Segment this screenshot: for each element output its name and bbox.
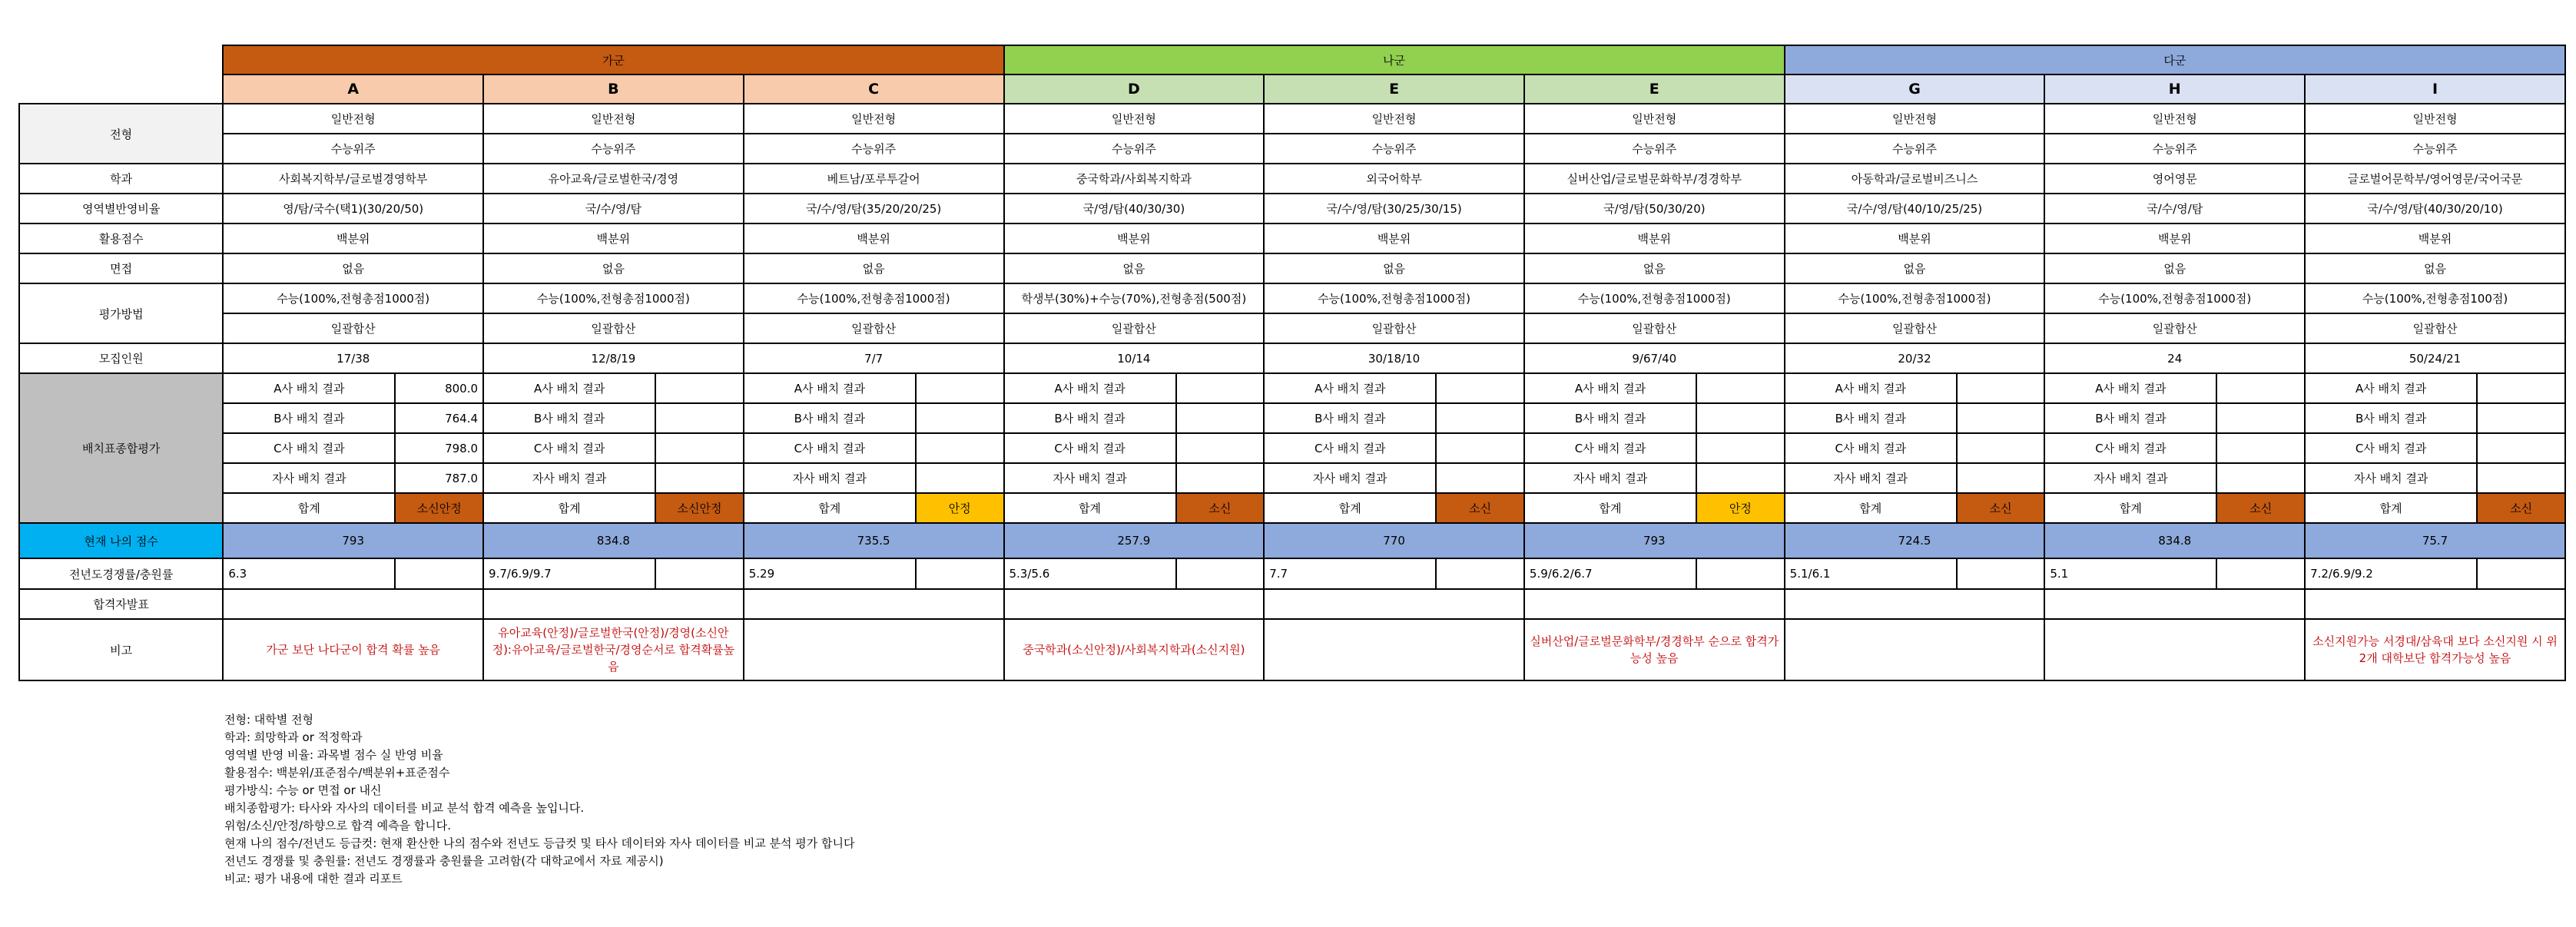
memo-cell: 중국학과(소신안정)/사회복지학과(소신지원) — [1004, 619, 1265, 680]
cell-jeonhyeong: 일반전형 — [1524, 104, 1785, 134]
placement-value — [916, 433, 1004, 463]
row-label-memo: 비고 — [19, 619, 223, 680]
placement-value — [1696, 403, 1785, 433]
cell-hakgwa: 글로벌어문학부/영어영문/국어국문 — [2305, 164, 2565, 194]
placement-value — [655, 373, 744, 403]
cell-hakgwa: 외국어학부 — [1264, 164, 1524, 194]
column-header: E — [1264, 74, 1524, 104]
placement-label: A사 배치 결과 — [483, 373, 655, 403]
competition-value: 7.2/6.9/9.2 — [2305, 558, 2477, 589]
placement-value — [1176, 403, 1265, 433]
placement-label: B사 배치 결과 — [2044, 403, 2216, 433]
memo-cell: 가군 보단 나다군이 합격 확률 높음 — [223, 619, 483, 680]
corner-blank — [19, 74, 223, 104]
competition-blank — [655, 558, 744, 589]
competition-blank — [395, 558, 483, 589]
cell-jeonhyeong: 일반전형 — [1264, 104, 1524, 134]
group-header: 가군 — [223, 45, 1003, 74]
cell-jeonhyeong: 일반전형 — [1785, 104, 2045, 134]
placement-value — [1176, 463, 1265, 493]
verdict-badge: 소신 — [2216, 493, 2305, 523]
total-label: 합계 — [1785, 493, 1957, 523]
memo-cell — [1264, 619, 1524, 680]
cell-interview: 없음 — [1524, 253, 1785, 283]
placement-value: 764.4 — [395, 403, 483, 433]
cell-jeonhyeong: 일반전형 — [744, 104, 1004, 134]
cell-jeonhyeong-type: 수능위주 — [1524, 134, 1785, 164]
cell-method: 수능(100%,전형총점100점) — [2305, 283, 2565, 313]
cell-interview: 없음 — [744, 253, 1004, 283]
cell-quota: 20/32 — [1785, 343, 2045, 373]
placement-value: 800.0 — [395, 373, 483, 403]
cell-score_use: 백분위 — [1004, 223, 1265, 253]
placement-label: C사 배치 결과 — [483, 433, 655, 463]
placement-label: 자사 배치 결과 — [1264, 463, 1436, 493]
cell-hakgwa: 중국학과/사회복지학과 — [1004, 164, 1265, 194]
cell-score_use: 백분위 — [1785, 223, 2045, 253]
cell-ratio: 국/수/영/탐(40/30/20/10) — [2305, 194, 2565, 223]
placement-label: A사 배치 결과 — [744, 373, 916, 403]
cell-jeonhyeong-type: 수능위주 — [1004, 134, 1265, 164]
corner-blank — [19, 45, 223, 74]
competition-blank — [1957, 558, 2045, 589]
total-label: 합계 — [2305, 493, 2477, 523]
cell-interview: 없음 — [2305, 253, 2565, 283]
cell-method-sum: 일괄합산 — [1004, 313, 1265, 343]
verdict-badge: 안정 — [916, 493, 1004, 523]
placement-value — [2477, 433, 2565, 463]
column-header: G — [1785, 74, 2045, 104]
placement-label: 자사 배치 결과 — [1004, 463, 1176, 493]
placement-value — [2477, 373, 2565, 403]
placement-value: 798.0 — [395, 433, 483, 463]
placement-value: 787.0 — [395, 463, 483, 493]
cell-interview: 없음 — [2044, 253, 2305, 283]
placement-label: 자사 배치 결과 — [1785, 463, 1957, 493]
cell-jeonhyeong-type: 수능위주 — [1264, 134, 1524, 164]
placement-value — [2477, 403, 2565, 433]
cell-quota: 9/67/40 — [1524, 343, 1785, 373]
note-line: 학과: 희망학과 or 적정학과 — [224, 730, 363, 744]
total-label: 합계 — [2044, 493, 2216, 523]
group-header: 다군 — [1785, 45, 2565, 74]
cell-quota: 50/24/21 — [2305, 343, 2565, 373]
cell-method-sum: 일괄합산 — [2044, 313, 2305, 343]
verdict-badge: 소신 — [1176, 493, 1265, 523]
note-line: 배치종합평가: 타사와 자사의 데이터를 비교 분석 합격 예측을 높입니다. — [224, 801, 585, 815]
cell-interview: 없음 — [1785, 253, 2045, 283]
note-line: 전형: 대학별 전형 — [224, 713, 314, 727]
announce-cell — [2044, 589, 2305, 619]
placement-label: 자사 배치 결과 — [2044, 463, 2216, 493]
placement-value — [1696, 433, 1785, 463]
placement-label: 자사 배치 결과 — [1524, 463, 1696, 493]
placement-label: A사 배치 결과 — [1264, 373, 1436, 403]
placement-label: 자사 배치 결과 — [744, 463, 916, 493]
placement-value — [916, 463, 1004, 493]
announce-cell — [1785, 589, 2045, 619]
verdict-badge: 소신안정 — [655, 493, 744, 523]
cell-method: 학생부(30%)+수능(70%),전형총점(500점) — [1004, 283, 1265, 313]
announce-cell — [223, 589, 483, 619]
cell-quota: 7/7 — [744, 343, 1004, 373]
placement-value — [2216, 403, 2305, 433]
total-label: 합계 — [1264, 493, 1436, 523]
current-score: 834.8 — [483, 523, 744, 558]
placement-label: C사 배치 결과 — [223, 433, 395, 463]
memo-cell: 실버산업/글로벌문화학부/경경학부 순으로 합격가능성 높음 — [1524, 619, 1785, 680]
placement-label: B사 배치 결과 — [1785, 403, 1957, 433]
placement-label: A사 배치 결과 — [2044, 373, 2216, 403]
cell-quota: 30/18/10 — [1264, 343, 1524, 373]
cell-ratio: 국/수/영/탐(40/10/25/25) — [1785, 194, 2045, 223]
cell-quota: 24 — [2044, 343, 2305, 373]
competition-value: 5.9/6.2/6.7 — [1524, 558, 1696, 589]
memo-cell — [2044, 619, 2305, 680]
placement-value — [2477, 463, 2565, 493]
row-label-interview: 면접 — [19, 253, 223, 283]
placement-label: C사 배치 결과 — [744, 433, 916, 463]
placement-value — [655, 403, 744, 433]
cell-method-sum: 일괄합산 — [1785, 313, 2045, 343]
cell-score_use: 백분위 — [2305, 223, 2565, 253]
cell-jeonhyeong: 일반전형 — [2044, 104, 2305, 134]
competition-blank — [916, 558, 1004, 589]
current-score: 75.7 — [2305, 523, 2565, 558]
competition-value: 7.7 — [1264, 558, 1436, 589]
cell-quota: 17/38 — [223, 343, 483, 373]
cell-jeonhyeong: 일반전형 — [1004, 104, 1265, 134]
current-score: 793 — [1524, 523, 1785, 558]
cell-jeonhyeong-type: 수능위주 — [744, 134, 1004, 164]
placement-value — [1957, 403, 2045, 433]
announce-cell — [1524, 589, 1785, 619]
placement-value — [1957, 463, 2045, 493]
current-score: 735.5 — [744, 523, 1004, 558]
placement-value — [916, 373, 1004, 403]
note-line: 위험/소신/안정/하향으로 합격 예측을 합니다. — [224, 819, 452, 833]
placement-label: B사 배치 결과 — [223, 403, 395, 433]
row-label-current: 현재 나의 점수 — [19, 523, 223, 558]
placement-label: C사 배치 결과 — [1785, 433, 1957, 463]
cell-score_use: 백분위 — [1524, 223, 1785, 253]
cell-ratio: 국/영/탐(50/30/20) — [1524, 194, 1785, 223]
placement-label: A사 배치 결과 — [223, 373, 395, 403]
placement-value — [2216, 463, 2305, 493]
cell-method-sum: 일괄합산 — [744, 313, 1004, 343]
cell-jeonhyeong: 일반전형 — [483, 104, 744, 134]
cell-hakgwa: 사회복지학부/글로벌경영학부 — [223, 164, 483, 194]
placement-label: A사 배치 결과 — [1785, 373, 1957, 403]
cell-method-sum: 일괄합산 — [1264, 313, 1524, 343]
column-header: B — [483, 74, 744, 104]
cell-score_use: 백분위 — [744, 223, 1004, 253]
cell-method: 수능(100%,전형총점1000점) — [1524, 283, 1785, 313]
competition-blank — [1176, 558, 1265, 589]
verdict-badge: 소신안정 — [395, 493, 483, 523]
competition-value: 6.3 — [223, 558, 395, 589]
placement-value — [916, 403, 1004, 433]
column-header: D — [1004, 74, 1265, 104]
cell-hakgwa: 베트남/포루투갈어 — [744, 164, 1004, 194]
cell-score_use: 백분위 — [1264, 223, 1524, 253]
cell-ratio: 국/영/탐(40/30/30) — [1004, 194, 1265, 223]
memo-cell: 유아교육(안정)/글로벌한국(안정)/경영(소신안정):유아교육/글로벌한국/경영순서로 합격확률높음 — [483, 619, 744, 680]
cell-quota: 12/8/19 — [483, 343, 744, 373]
announce-cell — [1004, 589, 1265, 619]
row-label-announce: 합격자발표 — [19, 589, 223, 619]
placement-label: C사 배치 결과 — [2305, 433, 2477, 463]
cell-method: 수능(100%,전형총점1000점) — [2044, 283, 2305, 313]
cell-method: 수능(100%,전형총점1000점) — [1785, 283, 2045, 313]
placement-value — [2216, 433, 2305, 463]
cell-jeonhyeong: 일반전형 — [2305, 104, 2565, 134]
announce-cell — [2305, 589, 2565, 619]
placement-value — [655, 433, 744, 463]
column-header: E — [1524, 74, 1785, 104]
placement-value — [1696, 463, 1785, 493]
cell-score_use: 백분위 — [483, 223, 744, 253]
placement-label: C사 배치 결과 — [1264, 433, 1436, 463]
row-label-quota: 모집인원 — [19, 343, 223, 373]
cell-jeonhyeong: 일반전형 — [223, 104, 483, 134]
cell-method: 수능(100%,전형총점1000점) — [483, 283, 744, 313]
total-label: 합계 — [483, 493, 655, 523]
note-line: 활용점수: 백분위/표준점수/백분위+표준점수 — [224, 766, 450, 780]
admission-strategy-table — [18, 45, 2566, 681]
placement-label: B사 배치 결과 — [1004, 403, 1176, 433]
placement-label: 자사 배치 결과 — [2305, 463, 2477, 493]
row-label-competition: 전년도경쟁률/충원률 — [19, 558, 223, 589]
note-line: 평가방식: 수능 or 면접 or 내신 — [224, 783, 382, 797]
row-label-ratio: 영역별반영비율 — [19, 194, 223, 223]
competition-value: 5.3/5.6 — [1004, 558, 1176, 589]
cell-method-sum: 일괄합산 — [223, 313, 483, 343]
row-label-score_use: 활용점수 — [19, 223, 223, 253]
cell-ratio: 영/탐/국수(택1)(30/20/50) — [223, 194, 483, 223]
cell-score_use: 백분위 — [2044, 223, 2305, 253]
competition-blank — [1436, 558, 1524, 589]
cell-method-sum: 일괄합산 — [2305, 313, 2565, 343]
row-label-hakgwa: 학과 — [19, 164, 223, 194]
placement-label: A사 배치 결과 — [2305, 373, 2477, 403]
cell-quota: 10/14 — [1004, 343, 1265, 373]
announce-cell — [1264, 589, 1524, 619]
total-label: 합계 — [1524, 493, 1696, 523]
total-label: 합계 — [1004, 493, 1176, 523]
cell-ratio: 국/수/영/탐 — [483, 194, 744, 223]
memo-cell — [744, 619, 1004, 680]
cell-hakgwa: 아동학과/글로벌비즈니스 — [1785, 164, 2045, 194]
cell-hakgwa: 실버산업/글로벌문화학부/경경학부 — [1524, 164, 1785, 194]
cell-jeonhyeong-type: 수능위주 — [1785, 134, 2045, 164]
cell-ratio: 국/수/영/탐(30/25/30/15) — [1264, 194, 1524, 223]
memo-cell — [1785, 619, 2045, 680]
placement-label: B사 배치 결과 — [1524, 403, 1696, 433]
verdict-badge: 소신 — [1957, 493, 2045, 523]
cell-method-sum: 일괄합산 — [1524, 313, 1785, 343]
placement-value — [1436, 463, 1524, 493]
note-line: 전년도 경쟁률 및 충원률: 전년도 경쟁률과 충원률을 고려함(각 대학교에서 자료 제공시) — [224, 854, 664, 868]
placement-label: B사 배치 결과 — [483, 403, 655, 433]
placement-value — [1696, 373, 1785, 403]
placement-label: B사 배치 결과 — [744, 403, 916, 433]
cell-hakgwa: 영어영문 — [2044, 164, 2305, 194]
cell-hakgwa: 유아교육/글로벌한국/경영 — [483, 164, 744, 194]
cell-interview: 없음 — [483, 253, 744, 283]
verdict-badge: 소신 — [1436, 493, 1524, 523]
cell-jeonhyeong-type: 수능위주 — [2044, 134, 2305, 164]
total-label: 합계 — [744, 493, 916, 523]
column-header: A — [223, 74, 483, 104]
verdict-badge: 안정 — [1696, 493, 1785, 523]
placement-label: 자사 배치 결과 — [483, 463, 655, 493]
current-score: 770 — [1264, 523, 1524, 558]
placement-value — [1436, 373, 1524, 403]
competition-blank — [2216, 558, 2305, 589]
cell-interview: 없음 — [1264, 253, 1524, 283]
placement-value — [2216, 373, 2305, 403]
current-score: 724.5 — [1785, 523, 2045, 558]
cell-method: 수능(100%,전형총점1000점) — [1264, 283, 1524, 313]
placement-value — [1176, 433, 1265, 463]
placement-label: B사 배치 결과 — [1264, 403, 1436, 433]
competition-value: 5.29 — [744, 558, 916, 589]
cell-score_use: 백분위 — [223, 223, 483, 253]
row-label-method: 평가방법 — [19, 283, 223, 343]
cell-jeonhyeong-type: 수능위주 — [483, 134, 744, 164]
current-score: 834.8 — [2044, 523, 2305, 558]
cell-interview: 없음 — [223, 253, 483, 283]
placement-value — [1957, 433, 2045, 463]
competition-blank — [1696, 558, 1785, 589]
placement-label: A사 배치 결과 — [1004, 373, 1176, 403]
placement-value — [655, 463, 744, 493]
placement-label: 자사 배치 결과 — [223, 463, 395, 493]
column-header: I — [2305, 74, 2565, 104]
verdict-badge: 소신 — [2477, 493, 2565, 523]
cell-jeonhyeong-type: 수능위주 — [223, 134, 483, 164]
notes-legend — [224, 711, 854, 888]
announce-cell — [483, 589, 744, 619]
placement-label: C사 배치 결과 — [2044, 433, 2216, 463]
competition-value: 9.7/6.9/9.7 — [483, 558, 655, 589]
announce-cell — [744, 589, 1004, 619]
placement-label: C사 배치 결과 — [1524, 433, 1696, 463]
competition-blank — [2477, 558, 2565, 589]
row-label-placement: 배치표종합평가 — [19, 373, 223, 523]
note-line: 비교: 평가 내용에 대한 결과 리포트 — [224, 872, 403, 886]
cell-jeonhyeong-type: 수능위주 — [2305, 134, 2565, 164]
note-line: 영역별 반영 비율: 과목별 점수 실 반영 비율 — [224, 748, 443, 762]
row-label-jeonhyeong: 전형 — [19, 104, 223, 164]
competition-value: 5.1 — [2044, 558, 2216, 589]
placement-value — [1436, 433, 1524, 463]
placement-value — [1436, 403, 1524, 433]
placement-value — [1176, 373, 1265, 403]
cell-method: 수능(100%,전형총점1000점) — [744, 283, 1004, 313]
group-header: 나군 — [1004, 45, 1785, 74]
placement-value — [1957, 373, 2045, 403]
competition-value: 5.1/6.1 — [1785, 558, 1957, 589]
cell-interview: 없음 — [1004, 253, 1265, 283]
total-label: 합계 — [223, 493, 395, 523]
cell-ratio: 국/수/영/탐 — [2044, 194, 2305, 223]
cell-ratio: 국/수/영/탐(35/20/20/25) — [744, 194, 1004, 223]
cell-method: 수능(100%,전형총점1000점) — [223, 283, 483, 313]
memo-cell: 소신지원가능 서경대/삼육대 보다 소신지원 시 위 2개 대학보단 합격가능성 높음 — [2305, 619, 2565, 680]
note-line: 현재 나의 점수/전년도 등급컷: 현재 환산한 나의 점수와 전년도 등급컷 및 타사 데이터와 자사 데이터를 비교 분석 평가 합니다 — [224, 836, 855, 850]
current-score: 257.9 — [1004, 523, 1265, 558]
column-header: H — [2044, 74, 2305, 104]
column-header: C — [744, 74, 1004, 104]
placement-label: C사 배치 결과 — [1004, 433, 1176, 463]
placement-label: A사 배치 결과 — [1524, 373, 1696, 403]
cell-method-sum: 일괄합산 — [483, 313, 744, 343]
placement-label: B사 배치 결과 — [2305, 403, 2477, 433]
current-score: 793 — [223, 523, 483, 558]
